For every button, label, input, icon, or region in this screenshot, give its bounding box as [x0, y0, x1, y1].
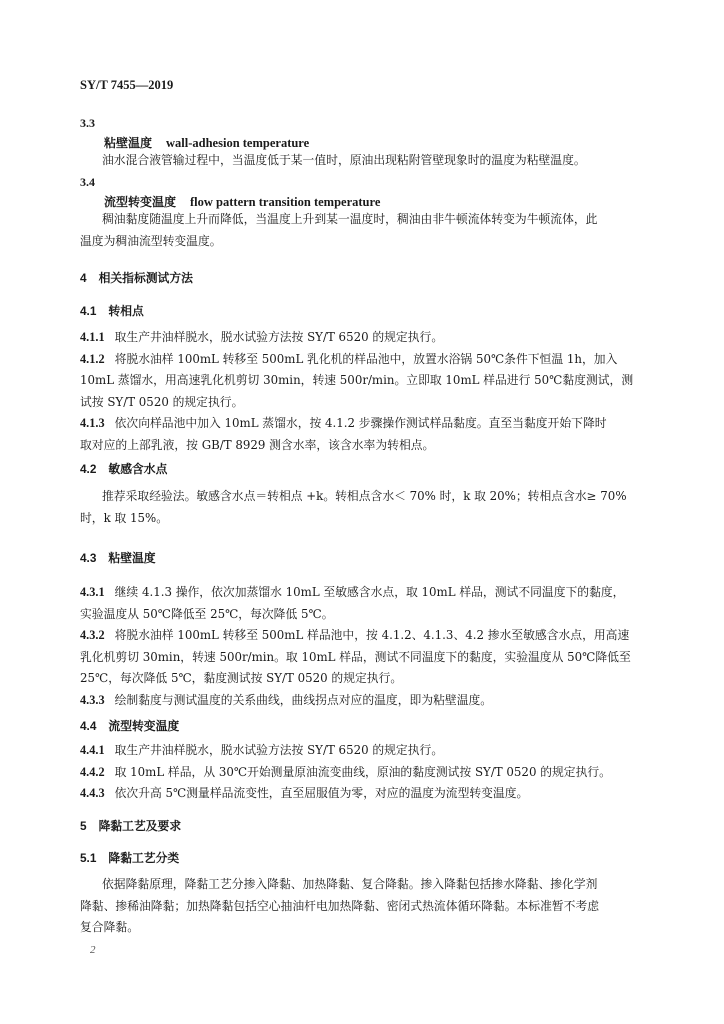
term-zh: 流型转变温度 [104, 195, 177, 209]
section-heading-5-1: 5.1 降黏工艺分类 [80, 851, 180, 865]
section-heading-4-4: 4.4 流型转变温度 [80, 719, 180, 733]
paragraph-5-1: 依据降黏原理，降黏工艺分掺入降黏、加热降黏、复合降黏。掺入降黏包括掺水降黏、掺化学剂 降黏、掺稀油降黏；加热降黏包括空心抽油杆电加热降黏、密闭式热流体循环降黏。本标准暂不考虑 复合降黏。 [80, 877, 600, 934]
definition-3-3: 油水混合液管输过程中，当温度低于某一值时，原油出现粘附管壁现象时的温度为粘壁温度。 [102, 153, 586, 167]
section-heading-5: 5 降黏工艺及要求 [80, 819, 182, 833]
section-heading-4: 4 相关指标测试方法 [80, 271, 193, 285]
clause-4-3-2: 4.3.2 将脱水油样 100mL 转移至 500mL 样品池中，按 4.1.2、4.1.3、4.2 掺水至敏感含水点，用高速 [80, 628, 630, 642]
page-number: 2 [90, 944, 96, 956]
clause-number-3-4: 3.4 [80, 175, 95, 189]
clause-4-4-3: 4.4.3 依次升高 5℃测量样品流变性，直至屈服值为零，对应的温度为流型转变温度。 [80, 786, 529, 800]
standard-code-header: SY/T 7455—2019 [80, 78, 174, 92]
section-heading-4-1: 4.1 转相点 [80, 304, 144, 318]
clauses-4-4 [80, 740, 644, 805]
clause-4-1-1: 4.1.1 取生产井油样脱水，脱水试验方法按 SY/T 6520 的规定执行。 [80, 330, 444, 344]
clauses-4-1: 4.1.1 取生产井油样脱水，脱水试验方法按 SY/T 6520 的规定执行。 4.1.2 将脱水油样 100mL 转移至 500mL 乳化机的样品池中，放置水浴锅 50℃条件下恒温 1h，加入 10mL 蒸馏水，用高速乳化机剪切 30min，转速 500r/min。立即取 10mL 样品进行 50℃黏度测试，测 试按 SY/T 0520 的规定执行。 4.1.3 依次向样品池中加入 10mL 蒸馏水，按 4.1.2 步骤操作测试样品黏度。直至当黏度开始下降时 取对应的上部乳液，按 GB/T 8929 测含水率，该含水率为转相点。 [80, 327, 644, 456]
term-en: wall-adhesion temperature [166, 136, 310, 150]
clause-number-3-3: 3.3 [80, 116, 95, 130]
clause-4-3-3: 4.3.3 绘制黏度与测试温度的关系曲线，曲线拐点对应的温度，即为粘壁温度。 [80, 692, 493, 707]
clause-4-4-2: 4.4.2 取 10mL 样品，从 30℃开始测量原油流变曲线，原油的黏度测试按 SY/T 0520 的规定执行。 [80, 764, 611, 779]
clause-4-1-3: 4.1.3 依次向样品池中加入 10mL 蒸馏水，按 4.1.2 步骤操作测试样品黏度。直至当黏度开始下降时 [80, 416, 607, 430]
term-wall-adhesion [104, 134, 309, 151]
term-en: flow pattern transition temperature [190, 195, 381, 209]
section-heading-4-2: 4.2 敏感含水点 [80, 462, 168, 476]
clause-4-3-1: 4.3.1 继续 4.1.3 操作，依次加蒸馏水 10mL 至敏感含水点，取 10mL 样品，测试不同温度下的黏度， [80, 585, 625, 599]
clause-4-4-1: 4.4.1 取生产井油样脱水，脱水试验方法按 SY/T 6520 的规定执行。 [80, 743, 444, 757]
section-heading-4-3: 4.3 粘壁温度 [80, 551, 156, 565]
clauses-4-3: 4.3.1 继续 4.1.3 操作，依次加蒸馏水 10mL 至敏感含水点，取 10mL 样品，测试不同温度下的黏度， 实验温度从 50℃降低至 25℃，每次降低 5℃。 4.3.2 将脱水油样 100mL 转移至 500mL 样品池中，按 4.1.2、4.1.3、4.2 掺水至敏感含水点，用高速 乳化机剪切 30min，转速 500r/min。取 10mL 样品，测试不同温度下的黏度，实验温度从 50℃降低至 25℃，每次降低 5℃，黏度测试按 SY/T 0520 的规定执行。 4.3.3 绘制黏度与测试温度的关系曲线，曲线拐点对应的温度，即为粘壁温度。 [80, 582, 644, 711]
paragraph-4-2: 推荐采取经验法。敏感含水点＝转相点 +k。转相点含水＜ 70% 时，k 取 20%；转相点含水≥ 70% 时，k 取 15%。 [80, 489, 627, 525]
clause-4-1-2: 4.1.2 将脱水油样 100mL 转移至 500mL 乳化机的样品池中，放置水浴锅 50℃条件下恒温 1h，加入 [80, 351, 618, 366]
definition-3-4: 稠油黏度随温度上升而降低，当温度上升到某一温度时，稠油由非牛顿流体转变为牛顿流体，此 温度为稠油流型转变温度。 [80, 212, 598, 248]
term-zh: 粘壁温度 [104, 136, 153, 150]
term-flow-pattern [104, 193, 380, 210]
